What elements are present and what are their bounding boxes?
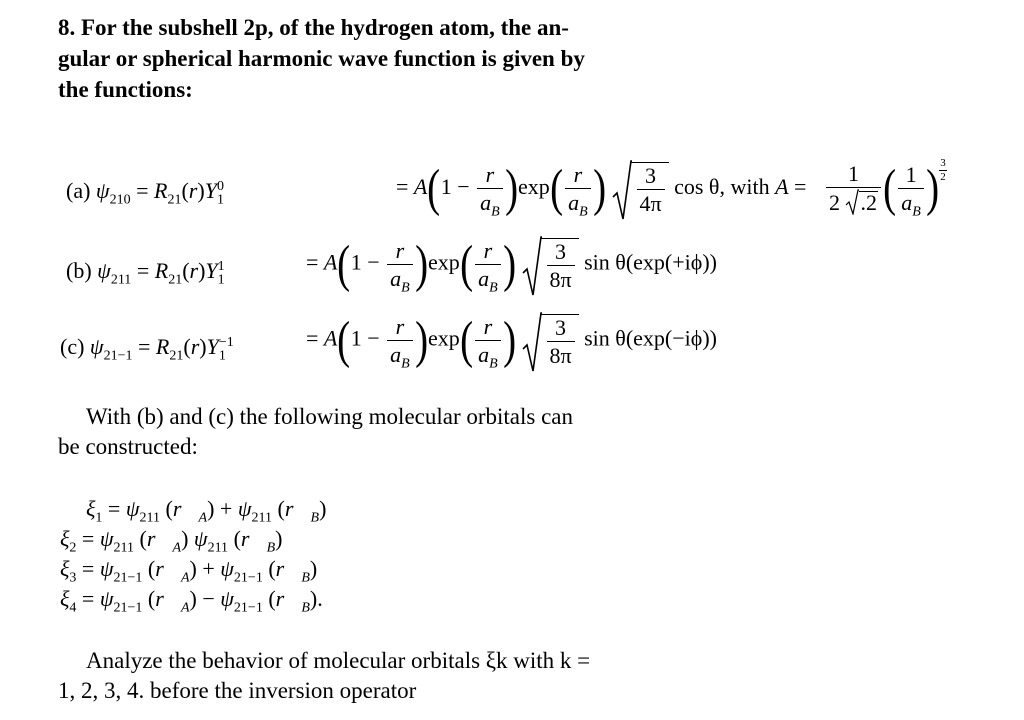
exp-num: 3 — [940, 157, 946, 169]
equation-c-lhs: (c) $\psi_{21-1} = R_{21}(r)Y_1^{-1}$ — [60, 334, 234, 364]
sqrt-numerator: 3 — [555, 239, 567, 264]
orbital-3: $\xi_3 = \psi_{21-1}$ $(r⃗_A) + \psi_{21-1}$ $(r⃗_B)$ — [60, 556, 318, 586]
ylm-sup: 1 — [217, 258, 225, 274]
ylm-sup: −1 — [218, 334, 234, 350]
xi-index: 4 — [69, 600, 77, 616]
xi-index: 3 — [69, 570, 77, 586]
trig-term: sin θ(exp(−iϕ)) — [584, 325, 717, 351]
terminator: . — [317, 586, 323, 611]
psi-subscript: 211 — [139, 510, 160, 526]
equation-b-rhs: = A(1 − $\frac{r}{a_B}$ )exp( $\frac{r}{a_B}$ ) $\frac{3}{8\pi}$ sin θ(exp(+iϕ)) — [306, 235, 717, 295]
orbital-4: $\xi_4 = \psi_{21-1}$ $(r⃗_A) - \psi_{21-1}$ $(r⃗_B)$. — [60, 586, 323, 616]
trig-term: cos θ, with — [674, 174, 776, 199]
ylm-sub: 1 — [216, 192, 224, 208]
paragraph-line: 1, 2, 3, 4. before the inversion operator — [58, 678, 417, 703]
psi-subscript: 21−1 — [233, 570, 263, 586]
sqrt-b — [522, 238, 579, 291]
paragraph-line: With (b) and (c) the following molecular orbitals can — [86, 404, 574, 429]
psi-subscript: 211 — [207, 540, 229, 556]
intro-paragraph — [58, 402, 658, 462]
psi-subscript: 21−1 — [103, 348, 133, 364]
heading-line: 8. For the subshell 2p, of the hydrogen atom, the an- — [58, 15, 569, 40]
equation-b — [66, 235, 826, 308]
A-denominator: 2 — [828, 190, 840, 216]
A-root: 2 — [865, 190, 877, 216]
operator: + — [219, 496, 233, 521]
operator: − — [202, 586, 215, 611]
A-numerator: 1 — [847, 161, 859, 187]
sqrt-denominator: 4π — [637, 189, 665, 215]
equation-label: (c) — [60, 334, 85, 359]
sqrt-denominator: 8π — [547, 341, 575, 367]
psi-subscript: 21−1 — [113, 570, 143, 586]
trig-term: sin θ(exp(+iϕ)) — [584, 249, 717, 275]
psi-subscript: 211 — [113, 540, 134, 556]
xi-symbol: ξ — [60, 526, 70, 551]
sqrt-denominator: 8π — [547, 265, 575, 291]
sqrt-a — [612, 162, 669, 215]
heading-line: the functions: — [58, 77, 193, 102]
paragraph-line: be constructed: — [58, 434, 198, 459]
orbital-1: $\xi_1 = \psi_{211}$ $(r⃗_A) + \psi_{211}$ $(r⃗_B)$ — [86, 496, 327, 526]
equation-a-rhs: = A(1 − $\frac{r}{a_B}$ )exp( $\frac{r}{a_B}$ ) $\frac{3}{4\pi}$ cos θ, with A = 1 2 .2 ( $\frac{1}{a_B}$ ) $\frac{3}{2}$ — [396, 157, 946, 220]
paragraph-line: Analyze the behavior of molecular orbitals ξk with k = — [86, 648, 591, 673]
psi-subscript: 210 — [109, 192, 131, 208]
equation-label: (b) — [66, 258, 92, 283]
xi-symbol: ξ — [60, 586, 70, 611]
equation-c-rhs: = A(1 − $\frac{r}{a_B}$ )exp( $\frac{r}{a_B}$ ) $\frac{3}{8\pi}$ sin θ(exp(−iϕ)) — [306, 311, 717, 371]
xi-index: 1 — [95, 510, 103, 526]
A-exponent — [939, 158, 947, 183]
ylm-sub: 1 — [218, 348, 226, 364]
operator: + — [202, 556, 215, 581]
psi-subscript: 211 — [251, 510, 272, 526]
sqrt-numerator: 3 — [555, 315, 567, 340]
sqrt-numerator: 3 — [645, 163, 657, 189]
xi-symbol: ξ — [60, 556, 70, 581]
psi-subscript: 21−1 — [233, 600, 263, 616]
equation-label: (a) — [66, 178, 91, 203]
equation-a — [66, 158, 1006, 228]
problem-heading — [58, 12, 678, 105]
sqrt-c — [522, 314, 579, 367]
heading-line: gular or spherical harmonic wave function is given by — [58, 46, 585, 71]
equation-c — [60, 311, 820, 384]
closing-paragraph — [58, 646, 658, 706]
orbital-2: $\xi_2 = \psi_{211}$ $(r⃗_A)$ $\psi_{211}$ $(r⃗_B)$ — [60, 526, 283, 556]
psi-subscript: 211 — [110, 272, 132, 288]
xi-index: 2 — [69, 540, 77, 556]
exp-den: 2 — [940, 171, 946, 183]
equation-a-lhs: (a) $\psi_{210} = R_{21}(r)Y_1^0$ — [66, 178, 224, 208]
xi-symbol: ξ — [86, 496, 96, 521]
ylm-sub: 1 — [217, 272, 225, 288]
equation-b-lhs: (b) $\psi_{211} = R_{21}(r)Y_1^1$ — [66, 258, 225, 288]
ylm-sup: 0 — [216, 178, 224, 194]
psi-subscript: 21−1 — [113, 600, 143, 616]
